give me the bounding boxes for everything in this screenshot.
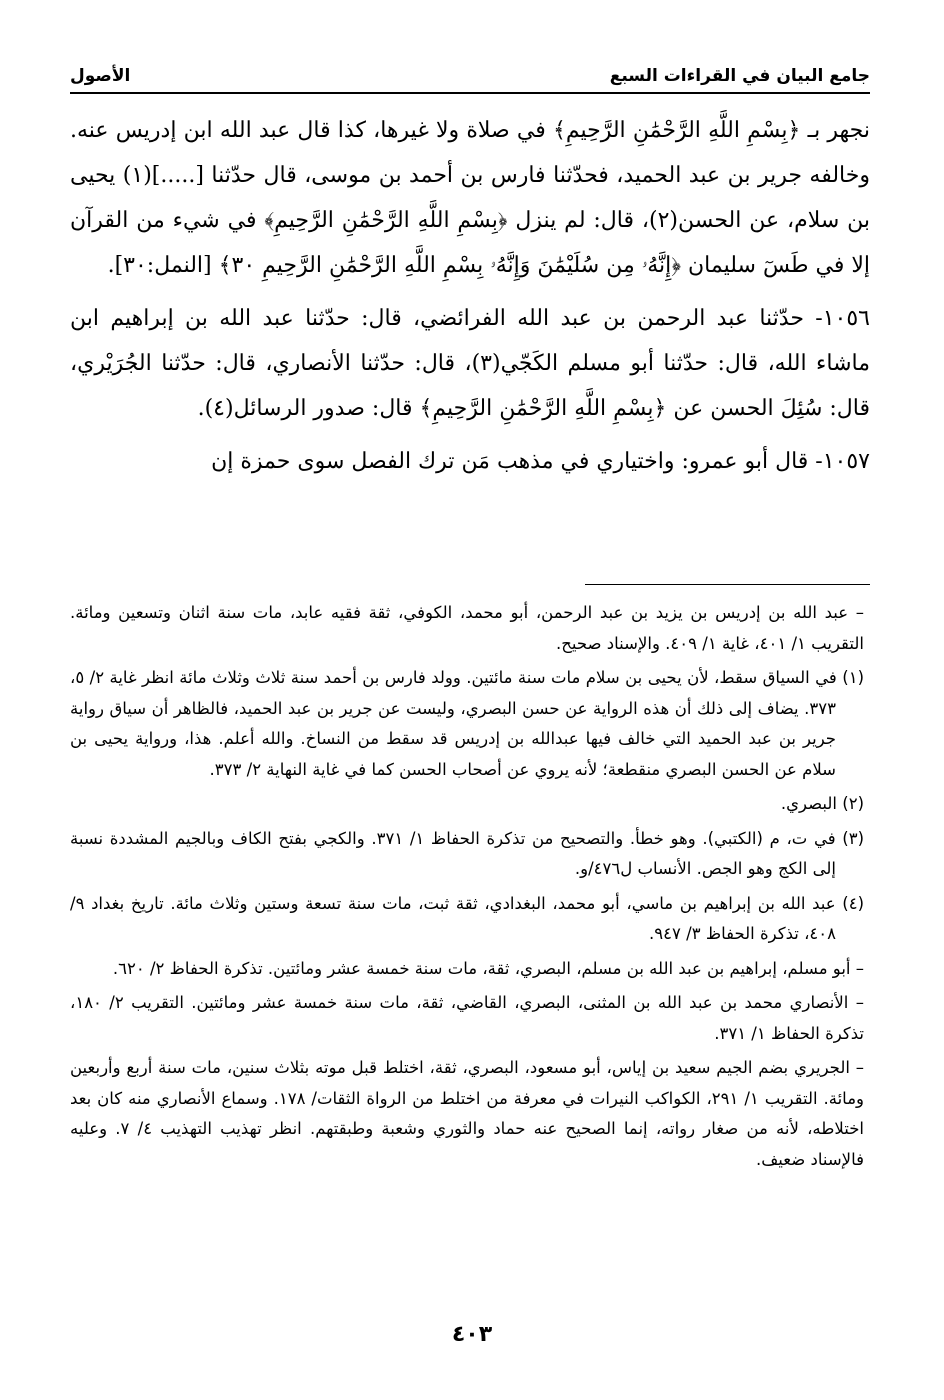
footnote-separator bbox=[585, 584, 870, 585]
section-title: الأصول bbox=[70, 66, 131, 86]
footnote-3: (٣) في ت، م (الكتبي). وهو خطأ. والتصحيح من تذكرة الحفاظ ١/ ٣٧١. والكجي بفتح الكاف وبالجيم المشددة نسبة إلى الكج وهو الجص. الأنساب ل٤٧٦/و. bbox=[70, 828, 864, 878]
footnotes bbox=[70, 598, 864, 1179]
paragraph-1057: ١٠٥٧- قال أبو عمرو: واختياري في مذهب مَن ترك الفصل سوى حمزة إن bbox=[211, 449, 870, 474]
page-number: ٤٠٣ bbox=[451, 1322, 493, 1347]
footnote-continuation: – عبد الله بن إدريس بن يزيد بن عبد الرحمن، أبو محمد، الكوفي، ثقة فقيه عابد، مات سنة اثنان وتسعين ومائة. التقريب ١/ ٤٠١، غاية ١/ ٤٠٩. والإسناد صحيح. bbox=[70, 603, 864, 653]
footnote-2: (٢) البصري. bbox=[780, 794, 864, 813]
paragraph-1056: ١٠٥٦- حدّثنا عبد الرحمن بن عبد الله الفرائضي، قال: حدّثنا عبد الله بن إبراهيم ابن ماشاء الله، قال: حدّثنا أبو مسلم الكَجّي(٣)، قال: حدّثنا الأنصاري، قال: حدّثنا الجُرَيْري، قال: سُئِلَ الحسن عن ﴿بِسْمِ اللَّهِ الرَّحْمَٰنِ الرَّحِيمِ﴾ قال: صدور الرسائل(٤). bbox=[70, 306, 870, 421]
footnote-4: (٤) عبد الله بن إبراهيم بن ماسي، أبو محمد، البغدادي، ثقة ثبت، مات سنة تسعة وستين وثلاث مائة. تاريخ بغداد ٩/ ٤٠٨، تذكرة الحفاظ ٣/ ٩٤٧. bbox=[70, 893, 864, 943]
footnote-4-abu-muslim: – أبو مسلم، إبراهيم بن عبد الله بن مسلم، البصري، ثقة، مات سنة خمسة عشر ومائتين. تذكرة الحفاظ ٢/ ٦٢٠. bbox=[112, 958, 864, 978]
main-text bbox=[70, 108, 870, 484]
footnote-1: (١) في السياق سقط، لأن يحيى بن سلام مات سنة مائتين. وولد فارس بن أحمد سنة ثلاث وثلاث مائة انظر غاية ٢/ ٥، ٣٧٣. يضاف إلى ذلك أن هذه الرواية عن حسن البصري، وليست عن جرير بن عبد الحميد، فالظاهر أن سياق رواية جرير بن عبد الحميد التي خالف فيها عبدالله بن إدريس قد سقط من النساخ. والله أعلم. هذا، ورواية يحيى بن سلام عن الحسن البصري منقطعة؛ لأنه يروي عن أصحاب الحسن كما في غاية النهاية ٢/ ٣٧٣. bbox=[70, 668, 864, 779]
paragraph-continuation: نجهر بـ ﴿بِسْمِ اللَّهِ الرَّحْمَٰنِ الرَّحِيمِ﴾ في صلاة ولا غيرها، كذا قال عبد الله ابن إدريس عنه. وخالفه جرير بن عبد الحميد، فحدّثنا فارس بن أحمد بن موسى، قال حدّثنا [.....](١) يحيى بن سلام، عن الحسن(٢)، قال: لم ينزل ﴿بِسْمِ اللَّهِ الرَّحْمَٰنِ الرَّحِيمِ﴾ في شيء من القرآن إلا في طَسٓ سليمان ﴿إِنَّهُۥ مِن سُلَيْمَٰنَ وَإِنَّهُۥ بِسْمِ اللَّهِ الرَّحْمَٰنِ الرَّحِيمِ ٣٠﴾ [النمل:٣٠]. bbox=[70, 118, 870, 278]
footnote-4-jurayri: – الجريري بضم الجيم سعيد بن إياس، أبو مسعود، البصري، ثقة، اختلط قبل موته بثلاث سنين، مات سنة أربع وأربعين ومائة. التقريب ١/ ٢٩١، الكواكب النيرات في معرفة من اختلط من الرواة الثقات/ ١٧٨. وسماع الأنصاري منه كان بعد اختلاطه، لأنه من صغار رواته، إنما الصحيح عنه حماد والثوري وشعبة وطبقتهم. انظر تهذيب التهذيب ٤/ ٧. وعليه فالإسناد ضعيف. bbox=[70, 1058, 865, 1169]
footnote-4-ansari: – الأنصاري محمد بن عبد الله بن المثنى، البصري، القاضي، ثقة، مات سنة خمسة عشر ومائتين. التقريب ٢/ ١٨٠، تذكرة الحفاظ ١/ ٣٧١. bbox=[70, 993, 864, 1043]
book-title: جامع البيان في القراءات السبع bbox=[609, 66, 870, 86]
running-header bbox=[70, 54, 870, 94]
